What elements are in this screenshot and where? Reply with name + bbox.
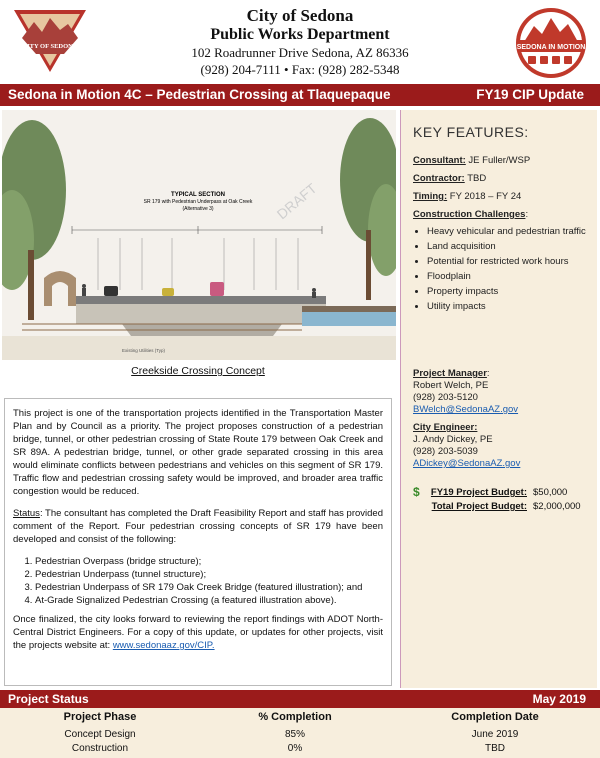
ce-name: J. Andy Dickey, PE — [413, 434, 493, 445]
pm-phone: (928) 203-5120 — [413, 392, 478, 403]
description-paragraph: This project is one of the transportation projects identified in the Transportation Master Plan and by Council as a priority. The project proposes construction of a pedestrian bridge, tunnel, or other pedestrian crossing of State Route 179 between Oak Creek and SR 89A. A pedestrian bridge, tunnel, or other grade separated crossing in this area would eliminate conflicts between pedestrians and vehicles on this segment of SR 179. Traffic flow and pedestrian crossing safety would be improved, and broader area traffic congestion would be reduced. — [13, 408, 383, 497]
concept-options-list — [13, 555, 383, 607]
project-description — [4, 398, 392, 686]
address: 102 Roadrunner Drive Sedona, AZ 86336 — [191, 45, 409, 60]
status-text: : The consultant has completed the Draft Feasibility Report and staff has provided comment of the Report. Four pedestrian crossing concepts of SR 179 have been developed and consist of the following: — [13, 508, 383, 545]
project-manager-block: Project Manager: Robert Welch, PE (928) 203-5120 BWelch@SedonaAZ.gov — [413, 368, 519, 415]
svg-text:SEDONA IN MOTION: SEDONA IN MOTION — [516, 44, 586, 51]
list-item: • Utility impacts — [427, 299, 597, 314]
pm-label: Project Manager — [413, 368, 487, 379]
city-engineer-block — [413, 422, 520, 470]
update-label: FY19 CIP Update — [476, 87, 584, 102]
column-header: Project Phase — [63, 711, 137, 723]
illustration-heading-3: (Alternative 3) — [182, 206, 214, 212]
budget-block — [413, 486, 581, 514]
table-cell: June 2019 — [471, 729, 519, 740]
table-cell: Concept Design — [64, 729, 136, 740]
consultant-label: Consultant: — [413, 155, 466, 166]
contractor-line — [413, 172, 486, 185]
table-cell: TBD — [485, 743, 505, 754]
challenges-label: Construction Challenges — [413, 209, 526, 220]
list-item: • Property impacts — [427, 284, 597, 299]
key-features-heading: KEY FEATURES: — [413, 124, 529, 140]
contractor-value: TBD — [467, 173, 487, 184]
status-date: May 2019 — [532, 692, 586, 706]
ce-label: City Engineer: — [413, 422, 478, 433]
crossing-concept-illustration — [2, 110, 396, 360]
phone-fax: (928) 204-7111 • Fax: (928) 282-5348 — [200, 62, 400, 77]
closing-paragraph — [13, 613, 383, 652]
challenges-list — [413, 224, 597, 314]
list-item: 1. Pedestrian Overpass (bridge structure); — [35, 555, 383, 568]
svg-text:Existing Utilities (Typ): Existing Utilities (Typ) — [122, 348, 166, 353]
table-cell: 0% — [287, 743, 303, 754]
total-budget-label: Total Project Budget: — [431, 501, 527, 512]
project-title: Sedona in Motion 4C – Pedestrian Crossing at Tlaquepaque — [8, 87, 391, 102]
dollar-icon: $ — [413, 485, 420, 499]
list-item: 2. Pedestrian Underpass (tunnel structure); — [35, 568, 383, 581]
city-name: City of Sedona — [246, 6, 354, 25]
pm-email-link[interactable]: BWelch@SedonaAZ.gov — [413, 404, 519, 415]
project-status-title: Project Status — [8, 692, 89, 706]
timing-line — [413, 190, 521, 203]
illustration-heading-1: TYPICAL SECTION — [171, 192, 225, 198]
cip-website-link[interactable]: www.sedonaaz.gov/CIP. — [112, 640, 215, 651]
consultant-line — [413, 154, 530, 167]
fy-budget-value: $50,000 — [533, 487, 568, 498]
list-item: • Land acquisition — [427, 239, 597, 254]
timing-value: FY 2018 – FY 24 — [449, 191, 522, 202]
status-table — [0, 708, 600, 758]
column-header: Completion Date — [451, 711, 539, 723]
fy-budget-label: FY19 Project Budget: — [430, 487, 527, 498]
ce-email-link[interactable]: ADickey@SedonaAZ.gov — [413, 458, 521, 469]
illustration-caption: Creekside Crossing Concept — [131, 365, 265, 377]
challenges-heading: Construction Challenges: — [413, 209, 529, 220]
pm-name: Robert Welch, PE — [413, 380, 489, 391]
key-features-panel — [400, 110, 597, 688]
ce-phone: (928) 203-5039 — [413, 446, 478, 457]
contractor-label: Contractor: — [413, 173, 465, 184]
project-status-bar — [0, 690, 600, 708]
title-banner — [0, 84, 600, 106]
city-of-sedona-logo — [12, 8, 88, 74]
timing-label: Timing: — [413, 191, 448, 202]
status-label: Status — [13, 508, 40, 519]
list-item: 4. At-Grade Signalized Pedestrian Crossing (a featured illustration above). — [35, 594, 383, 607]
sedona-in-motion-logo — [514, 6, 588, 80]
list-item: • Heavy vehicular and pedestrian traffic — [427, 224, 597, 239]
table-cell: Construction — [71, 743, 129, 754]
table-cell: 85% — [284, 729, 305, 740]
total-budget-value: $2,000,000 — [533, 501, 581, 512]
draft-watermark: DRAFT — [273, 180, 320, 223]
list-item: 3. Pedestrian Underpass of SR 179 Oak Creek Bridge (featured illustration); and — [35, 581, 383, 594]
list-item: • Potential for restricted work hours — [427, 254, 597, 269]
illustration-heading-2: SR 179 with Pedestrian Underpass at Oak Creek — [143, 199, 253, 205]
status-paragraph — [13, 507, 383, 546]
svg-text:CITY OF SEDONA: CITY OF SEDONA — [22, 43, 78, 50]
list-item: • Floodplain — [427, 269, 597, 284]
column-header: % Completion — [258, 711, 332, 723]
department-name: Public Works Department — [210, 26, 390, 43]
closing-text: Once finalized, the city looks forward to reviewing the report findings with ADOT North-Central District Engineers. For a copy of this update, or updates for other projects, visit the projects website at: — [13, 614, 383, 651]
consultant-value: JE Fuller/WSP — [468, 155, 531, 166]
header — [0, 0, 600, 84]
